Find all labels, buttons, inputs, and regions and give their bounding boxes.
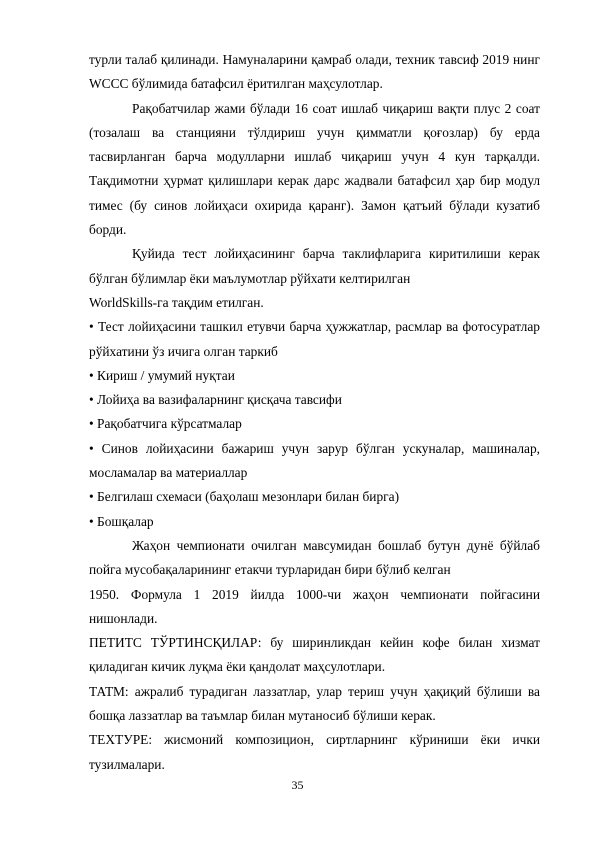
page-number: 35 — [291, 778, 304, 792]
paragraph-competitors-time: Рақобатчилар жами бўлади 16 соат ишлаб чиқариш вақти плус 2 соат (тозалаш ва станцияни тўлдириш учун қимматли қоғозлар) бу ерда тасвирланган барча модулларни ишлаб чиқариш учун 4 кун тарқалди. Тақдимотни ҳурмат қилишлари керак дарс жадвали батафсил ҳар бир модул тимес (бу синов лойиҳаси охирида қаранг). Замон қатъий бўлади кузатиб борди. — [89, 100, 540, 238]
list-item-instructions: • Рақобатчига кўрсатмалар — [89, 416, 242, 432]
document-page — [89, 48, 540, 777]
definition-taste: ТАТМ: ажралиб турадиган лаззатлар, улар териш учун ҳақиқий бўлиши ва бошқа лаззатлар ва таъмлар билан мутаносиб бўлиши керак. — [89, 683, 540, 724]
list-item-contents: • Тест лойиҳасини ташкил етувчи барча ҳужжатлар, расмлар ва фотосуратлар рўйхатини ўз ичига олган таркиб — [89, 319, 540, 359]
definition-petits-fours: ПЕТИТС ТЎРТИНСҚИЛАР: бу ширинликдан кейин кофе билан хизмат қиладиган кичик луқма ёки қандолат маҳсулотлари. — [89, 635, 540, 675]
list-item-equipment: • Синов лойиҳасини бажариш учун зарур бўлган ускуналар, машиналар, мосламалар ва материаллар — [89, 440, 540, 481]
list-item-other: • Бошқалар — [89, 513, 154, 529]
paragraph-sections-list-intro: Қуйида тест лойиҳасининг барча таклифларига киритилиши керак бўлган бўлимлар ёки маълумотлар рўйхати келтирилган — [89, 246, 540, 286]
list-item-project-description: • Лойиҳа ва вазифаларнинг қисқача тавсифи — [89, 392, 342, 408]
list-item-introduction: • Кириш / умумий нуқтаи — [89, 367, 235, 383]
list-item-marking-scheme: • Белгилаш схемаси (баҳолаш мезонлари билан бирга) — [89, 489, 400, 505]
definition-texture: ТEХТУРЕ: жисмоний композицион, сиртларнинг кўриниши ёки ички тузилмалари. — [89, 732, 540, 772]
paragraph-world-championship: Жаҳон чемпионати очилган мавсумидан бошлаб бутун дунё бўйлаб пойга мусобақаларининг етакчи турларидан бири бўлиб келган — [89, 537, 540, 578]
paragraph-continuation: турли талаб қилинади. Намуналарини қамраб олади, техник тавсиф 2019 нинг WCCC бўлимида батафсил ёритилган маҳсулотлар. — [89, 52, 540, 92]
paragraph-worldskills: WorldSkills-га тақдим етилган. — [89, 294, 264, 310]
paragraph-formula-1: 1950. Формула 1 2019 йилда 1000-чи жаҳон чемпионати пойгасини нишонлади. — [89, 586, 540, 626]
